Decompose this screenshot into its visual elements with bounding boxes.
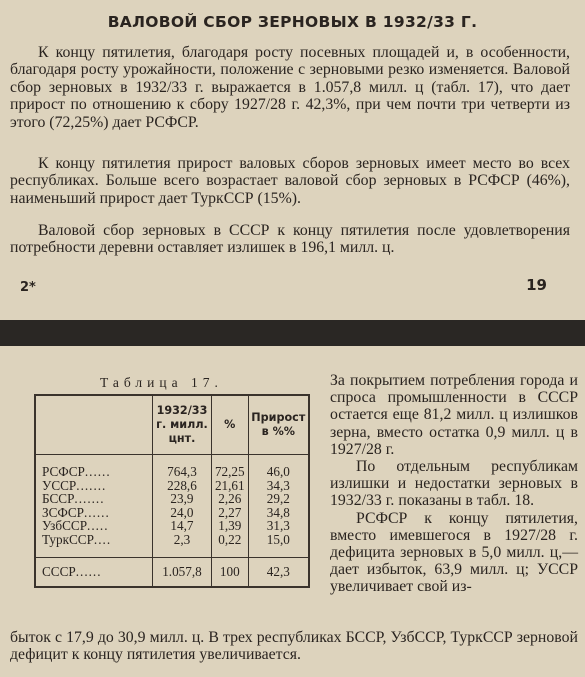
table-row	[35, 492, 309, 506]
region-cell	[35, 479, 153, 493]
lower-page	[0, 346, 585, 677]
leader-dots: .......	[76, 477, 107, 493]
region-cell	[35, 492, 153, 506]
share-cell: 72,25	[211, 465, 248, 479]
region-label: СССР	[42, 563, 76, 579]
growth-cell: 31,3	[248, 519, 309, 533]
growth-cell: 42,3	[248, 557, 309, 587]
signature-mark: 2*	[20, 280, 36, 295]
table-row	[35, 506, 309, 520]
leader-dots: ....	[93, 531, 112, 547]
leader-dots: .....	[87, 518, 109, 534]
leader-dots: .......	[74, 491, 105, 507]
growth-cell: 34,8	[248, 506, 309, 520]
header-percent: %	[211, 395, 248, 455]
harvest-cell: 1.057,8	[153, 557, 212, 587]
region-label: БССР	[42, 491, 75, 507]
continuation-paragraph: быток с 17,9 до 30,9 милл. ц. В трех республиках БССР, УзбССР, ТуркССР зерновой дефицит к концу пятилетия увеличивается.	[10, 629, 578, 664]
table-header-row	[35, 395, 309, 455]
region-label: УзбССР	[42, 518, 88, 534]
region-cell	[35, 533, 153, 547]
share-cell: 21,61	[211, 479, 248, 493]
table-row	[35, 465, 309, 479]
region-cell	[35, 519, 153, 533]
share-cell: 2,26	[211, 492, 248, 506]
right-paragraph-1: За покрытием потребления города и спроса промышленности в СССР остается еще 81,2 милл. ц излишков зерна, вместо остатка 0,9 милл. ц в 1927/28 г.	[330, 372, 578, 458]
right-column-text	[330, 372, 578, 596]
share-cell: 2,27	[211, 506, 248, 520]
growth-cell: 29,2	[248, 492, 309, 506]
header-harvest: 1932/33 г. милл. цнт.	[153, 395, 212, 455]
paragraph-1: К концу пятилетия, благодаря росту посевных площадей и, в особенности, благодаря росту урожайности, положение с зерновыми резко изменяется. Валовой сбор зерновых в 1932/33 г. выражается в 1.057,8 милл. ц (табл. 17), что дает прирост по отношению к сбору 1927/28 г. 42,3%, при чем почти три четверти из этого (72,25%) дает РСФСР.	[10, 44, 570, 131]
share-cell: 0,22	[211, 533, 248, 547]
region-label: ТуркССР	[42, 531, 94, 547]
region-label: ЗСФСР	[42, 504, 84, 520]
paragraph-3: Валовой сбор зерновых в СССР к концу пятилетия после удовлетворения потребности деревни оставляет излишек в 196,1 милл. ц.	[10, 222, 570, 257]
table-row	[35, 479, 309, 493]
share-cell: 100	[211, 557, 248, 587]
leader-dots: ......	[75, 563, 102, 579]
region-label: РСФСР	[42, 464, 85, 479]
growth-cell: 34,3	[248, 479, 309, 493]
harvest-cell: 2,3	[153, 533, 212, 547]
page-number: 19	[526, 276, 547, 294]
grain-table	[34, 394, 310, 588]
harvest-cell: 228,6	[153, 479, 212, 493]
harvest-cell: 764,3	[153, 465, 212, 479]
table-row	[35, 519, 309, 533]
table-total-row	[35, 557, 309, 587]
upper-page	[0, 0, 585, 320]
growth-cell: 46,0	[248, 465, 309, 479]
right-paragraph-2: По отдельным республикам излишки и недостатки зерновых в 1932/33 г. показаны в табл. 18.	[330, 458, 578, 510]
region-cell	[35, 506, 153, 520]
region-cell	[35, 557, 153, 587]
header-region	[35, 395, 153, 455]
header-growth: Прирост в %%	[248, 395, 309, 455]
region-label: УССР	[42, 477, 77, 493]
table-row	[35, 533, 309, 547]
harvest-cell: 23,9	[153, 492, 212, 506]
table-body	[35, 455, 309, 587]
paragraph-2: К концу пятилетия прирост валовых сборов зерновых имеет место во всех республиках. Больше всего возрастает валовой сбор зерновых в РСФСР (46%), наименьший прирост дает ТуркССР (15%).	[10, 155, 570, 207]
leader-dots: ......	[83, 504, 110, 520]
section-title: ВАЛОВОЙ СБОР ЗЕРНОВЫХ В 1932/33 Г.	[107, 13, 478, 31]
table-caption: Таблица 17.	[100, 375, 223, 390]
right-paragraph-3: РСФСР к концу пятилетия, вместо имевшегося в 1927/28 г. дефицита зерновых в 5,0 милл. ц,—дает избыток, 63,9 милл. ц; УССР увеличивает свой из-	[330, 509, 578, 596]
share-cell: 1,39	[211, 519, 248, 533]
growth-cell: 15,0	[248, 533, 309, 547]
region-cell	[35, 465, 153, 479]
leader-dots: ......	[84, 464, 111, 479]
harvest-cell: 24,0	[153, 506, 212, 520]
harvest-cell: 14,7	[153, 519, 212, 533]
